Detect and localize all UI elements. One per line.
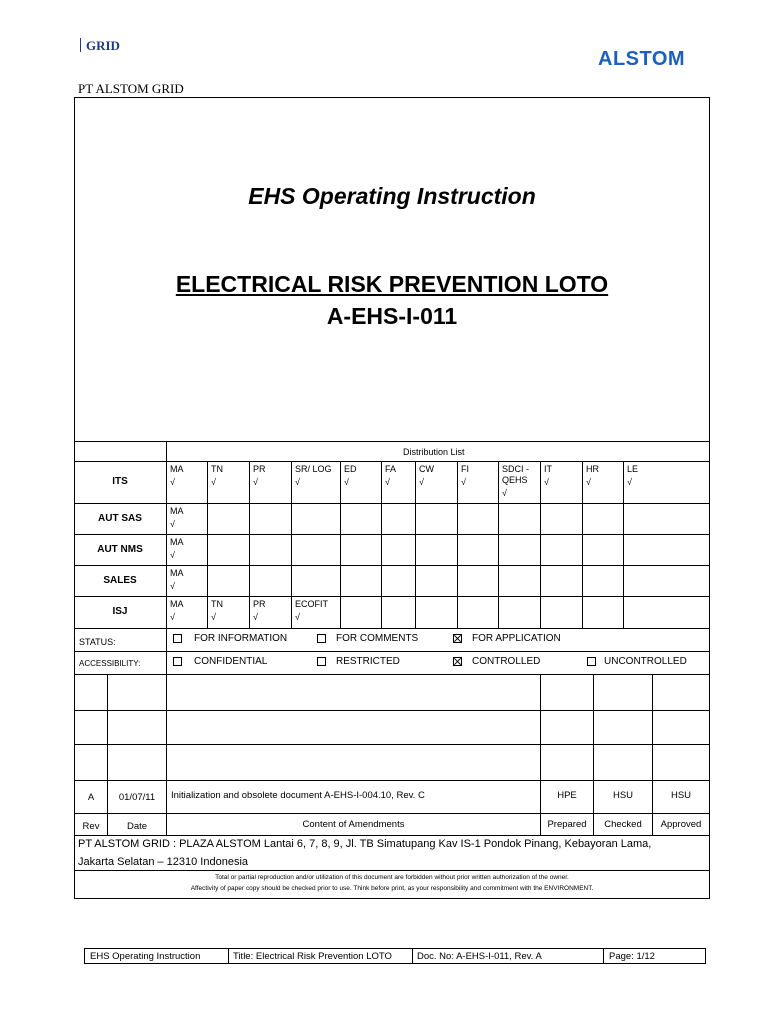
table-rule [582, 461, 583, 628]
dist-cell-label: SDCI - QEHS [502, 464, 529, 485]
dist-row-label: ISJ [112, 606, 128, 617]
access-option-restricted: RESTRICTED [336, 656, 400, 667]
access-option-uncontrolled: UNCONTROLLED [604, 656, 687, 667]
dist-row-label: AUT SAS [98, 512, 142, 524]
company-name: PT ALSTOM GRID [78, 81, 184, 96]
main-title: ELECTRICAL RISK PREVENTION LOTO [175, 271, 609, 297]
footer-doc-type: EHS Operating Instruction [90, 951, 201, 962]
dist-cell-label: TN [211, 599, 223, 609]
dist-cell-label: MA [170, 506, 184, 516]
dist-check-mark: √ [344, 477, 349, 487]
dist-check-mark: √ [419, 477, 424, 487]
dist-check-mark: √ [502, 488, 507, 498]
table-rule [74, 441, 709, 442]
status-checkbox-information[interactable] [173, 634, 182, 643]
approved-header: Approved [660, 819, 702, 830]
table-rule [166, 628, 167, 674]
dist-check-mark: √ [170, 519, 175, 529]
table-rule [540, 674, 541, 835]
status-option-comments: FOR COMMENTS [336, 633, 419, 644]
dist-cell-label: MA [170, 464, 184, 474]
page-footer [84, 948, 706, 964]
dist-cell-label: FA [385, 464, 397, 474]
table-rule [74, 744, 709, 745]
dist-check-mark: √ [170, 612, 175, 622]
dist-check-mark: √ [627, 477, 632, 487]
status-label: STATUS: [79, 637, 116, 647]
dist-check-mark: √ [295, 612, 300, 622]
address-line-1: PT ALSTOM GRID : PLAZA ALSTOM Lantai 6, 7, 8, 9, Jl. TB Simatupang Kav IS-1 Pondok Pinang, Kebayoran Lama, [78, 838, 652, 850]
dist-cell-label: MA [170, 568, 184, 578]
table-rule [166, 674, 167, 835]
table-rule [74, 674, 709, 675]
footer-doc-no: Doc. No: A-EHS-I-011, Rev. A [417, 951, 542, 962]
table-rule [207, 461, 208, 628]
rev-date-value: 01/07/11 [118, 792, 156, 803]
dist-check-mark: √ [170, 477, 175, 487]
dist-check-mark: √ [461, 477, 466, 487]
dist-check-mark: √ [544, 477, 549, 487]
access-option-confidential: CONFIDENTIAL [194, 656, 268, 667]
access-checkbox-controlled[interactable] [453, 657, 462, 666]
address-line-2: Jakarta Selatan – 12310 Indonesia [78, 856, 249, 868]
distribution-heading: Distribution List [403, 447, 465, 457]
table-rule [623, 461, 624, 628]
dist-check-mark: √ [253, 612, 258, 622]
dist-row-label: ITS [112, 476, 128, 487]
table-rule [652, 674, 653, 835]
table-rule [340, 461, 341, 628]
doc-type-title: EHS Operating Instruction [248, 183, 536, 209]
approved-value: HSU [670, 790, 692, 801]
table-rule [291, 461, 292, 628]
dist-check-mark: √ [170, 550, 175, 560]
rev-content-value: Initialization and obsolete document A-EHS-I-004.10, Rev. C [171, 790, 425, 801]
table-rule [381, 461, 382, 628]
access-checkbox-confidential[interactable] [173, 657, 182, 666]
table-rule [249, 461, 250, 628]
table-rule [74, 835, 709, 836]
content-header: Content of Amendments [302, 819, 405, 830]
access-checkbox-uncontrolled[interactable] [587, 657, 596, 666]
dist-cell-label: HR [586, 464, 599, 474]
table-rule [74, 461, 709, 462]
table-rule [74, 534, 709, 535]
footer-page: Page: 1/12 [609, 951, 655, 962]
table-rule [457, 461, 458, 628]
table-rule [74, 710, 709, 711]
status-checkbox-comments[interactable] [317, 634, 326, 643]
table-rule [540, 461, 541, 628]
table-rule [74, 651, 709, 652]
dist-cell-label: TN [211, 464, 223, 474]
table-rule [74, 503, 709, 504]
dist-row-label: SALES [103, 574, 137, 586]
dist-cell-label: LE [627, 464, 639, 474]
doc-code: A-EHS-I-011 [326, 303, 458, 329]
status-checkbox-application[interactable] [453, 634, 462, 643]
date-header: Date [126, 821, 148, 832]
dist-cell-label: ECOFIT [295, 599, 328, 609]
table-rule [74, 780, 709, 781]
dist-cell-label: FI [461, 464, 469, 474]
status-option-information: FOR INFORMATION [194, 633, 288, 644]
footer-title: Title: Electrical Risk Prevention LOTO [233, 951, 392, 962]
table-rule [74, 813, 709, 814]
checked-header: Checked [604, 819, 642, 830]
dist-cell-label: MA [170, 537, 184, 547]
dist-check-mark: √ [170, 581, 175, 591]
notice-line-1: Total or partial reproduction and/or utilization of this document are forbidden without prior written authorization of the owner. [215, 874, 569, 881]
dist-check-mark: √ [586, 477, 591, 487]
dist-cell-label: CW [419, 464, 434, 474]
table-rule [74, 870, 709, 871]
rev-value: A [87, 792, 95, 803]
table-rule [74, 596, 709, 597]
document-frame [74, 97, 710, 899]
accessibility-label: ACCESSIBILITY: [79, 659, 141, 668]
dist-row-label: AUT NMS [97, 543, 143, 555]
dist-cell-label: SR/ LOG [295, 464, 332, 474]
dist-cell-label: IT [544, 464, 552, 474]
dist-check-mark: √ [295, 477, 300, 487]
status-option-application: FOR APPLICATION [472, 633, 561, 644]
grid-label: GRID [80, 38, 120, 54]
access-option-controlled: CONTROLLED [472, 656, 541, 667]
dist-check-mark: √ [385, 477, 390, 487]
dist-check-mark: √ [253, 477, 258, 487]
alstom-logo: ALSTOM [598, 48, 686, 70]
table-rule [593, 674, 594, 835]
dist-cell-label: PR [253, 464, 266, 474]
dist-check-mark: √ [211, 612, 216, 622]
dist-cell-label: MA [170, 599, 184, 609]
dist-cell-label: ED [344, 464, 357, 474]
access-checkbox-restricted[interactable] [317, 657, 326, 666]
prepared-header: Prepared [547, 819, 587, 830]
dist-check-mark: √ [211, 477, 216, 487]
dist-cell-label: PR [253, 599, 266, 609]
table-rule [166, 441, 167, 628]
table-rule [74, 565, 709, 566]
prepared-value: HPE [557, 790, 577, 801]
table-rule [107, 674, 108, 835]
table-rule [74, 628, 709, 629]
table-rule [415, 461, 416, 628]
rev-header: Rev [82, 821, 100, 832]
checked-value: HSU [612, 790, 634, 801]
notice-line-2: Affectivity of paper copy should be checked prior to use. Think before print, as your responsibility and commitment with the ENVIRONMENT. [190, 885, 594, 892]
table-rule [498, 461, 499, 628]
